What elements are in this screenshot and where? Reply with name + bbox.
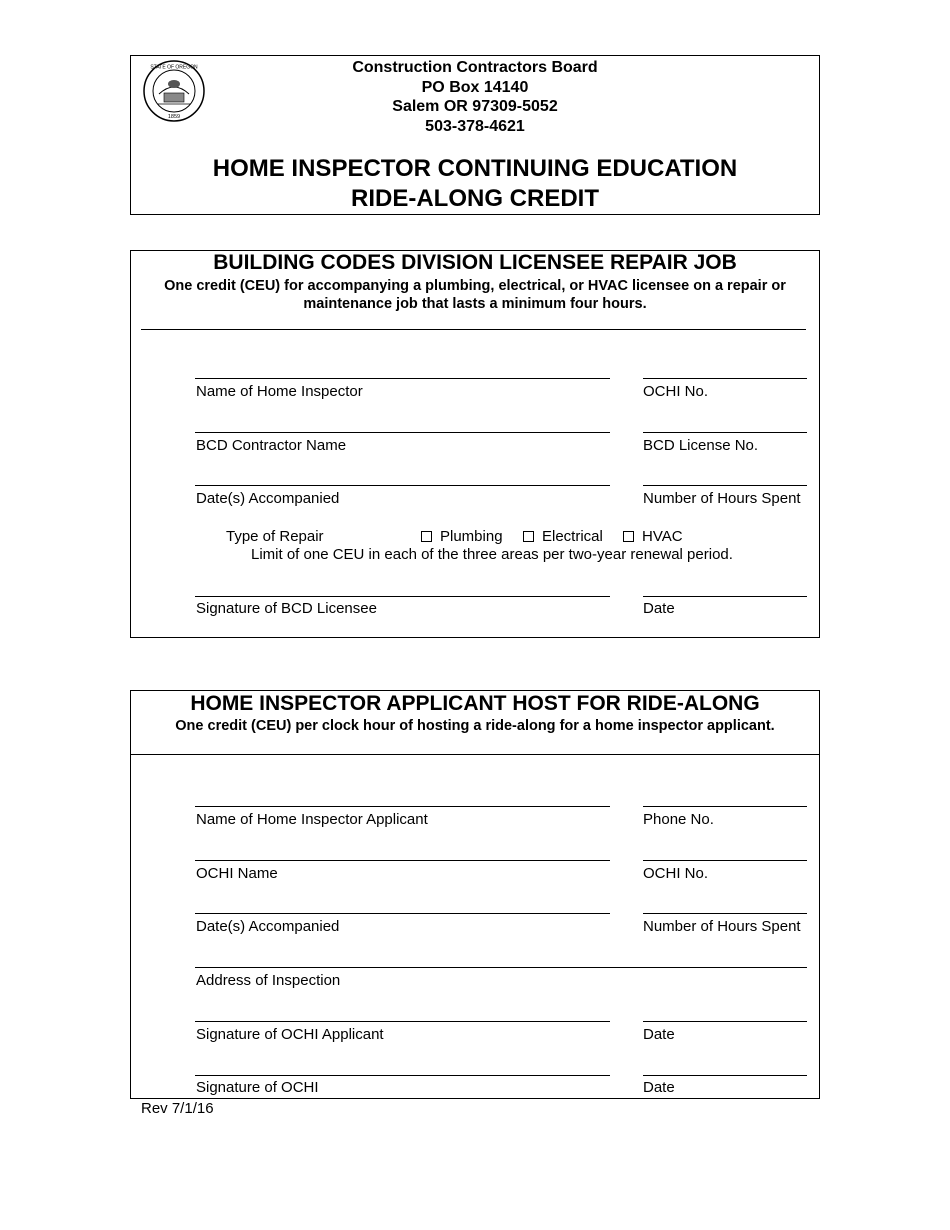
- bcd-license-no-field[interactable]: [643, 432, 807, 433]
- electrical-checkbox[interactable]: Electrical: [523, 528, 603, 545]
- org-phone: 503-378-4621: [425, 117, 525, 135]
- ochi-no-label: OCHI No.: [643, 383, 709, 400]
- signature-bcd-date-label: Date: [643, 600, 675, 617]
- dates-accompanied-field[interactable]: [195, 485, 610, 486]
- ochi-no-field-2[interactable]: [643, 860, 807, 861]
- signature-bcd-label: Signature of BCD Licensee: [196, 600, 377, 617]
- ochi-no-label-2: OCHI No.: [643, 865, 709, 882]
- signature-applicant-field[interactable]: [195, 1021, 610, 1022]
- address-of-inspection-field[interactable]: [195, 967, 807, 968]
- address-of-inspection-label: Address of Inspection: [196, 972, 341, 989]
- type-of-repair-label: Type of Repair: [226, 528, 324, 545]
- signature-applicant-label: Signature of OCHI Applicant: [196, 1026, 384, 1043]
- signature-ochi-date-field[interactable]: [643, 1075, 807, 1076]
- org-name: Construction Contractors Board: [352, 59, 598, 76]
- bcd-license-no-label: BCD License No.: [643, 437, 759, 454]
- city-address: Salem OR 97309-5052: [392, 98, 558, 115]
- hours-spent-field-2[interactable]: [643, 913, 807, 914]
- plumbing-checkbox-icon: [421, 531, 432, 542]
- header-box: [130, 55, 820, 215]
- ochi-name-label: OCHI Name: [196, 865, 278, 882]
- section2-title: HOME INSPECTOR APPLICANT HOST FOR RIDE-ALONG: [190, 692, 760, 715]
- signature-ochi-date-label: Date: [643, 1079, 675, 1096]
- signature-applicant-date-field[interactable]: [643, 1021, 807, 1022]
- phone-no-label: Phone No.: [643, 811, 714, 828]
- section2-divider: [131, 754, 819, 755]
- section1-subtitle-line2: maintenance job that lasts a minimum four hours.: [303, 296, 647, 312]
- ochi-name-field[interactable]: [195, 860, 610, 861]
- dates-accompanied-label: Date(s) Accompanied: [196, 490, 340, 507]
- section2-subtitle: One credit (CEU) per clock hour of hosting a ride-along for a home inspector applicant.: [175, 718, 775, 734]
- limit-note: Limit of one CEU in each of the three areas per two-year renewal period.: [251, 546, 733, 563]
- section1-subtitle-line1: One credit (CEU) for accompanying a plumbing, electrical, or HVAC licensee on a repair or: [164, 278, 786, 294]
- revision-date: Rev 7/1/16: [141, 1100, 214, 1117]
- hvac-checkbox[interactable]: HVAC: [623, 528, 683, 545]
- bcd-contractor-name-label: BCD Contractor Name: [196, 437, 347, 454]
- section1-divider: [141, 329, 806, 330]
- hours-spent-label: Number of Hours Spent: [643, 490, 801, 507]
- home-inspector-name-label: Name of Home Inspector: [196, 383, 363, 400]
- applicant-name-label: Name of Home Inspector Applicant: [196, 811, 428, 828]
- signature-applicant-date-label: Date: [643, 1026, 675, 1043]
- section1-title: BUILDING CODES DIVISION LICENSEE REPAIR JOB: [213, 251, 737, 274]
- page-title-line1: HOME INSPECTOR CONTINUING EDUCATION: [212, 155, 738, 182]
- dates-accompanied-field-2[interactable]: [195, 913, 610, 914]
- svg-text:STATE OF OREGON: STATE OF OREGON: [150, 64, 198, 71]
- signature-bcd-field[interactable]: [195, 596, 610, 597]
- electrical-checkbox-icon: [523, 531, 534, 542]
- signature-bcd-date-field[interactable]: [643, 596, 807, 597]
- ochi-no-field[interactable]: [643, 378, 807, 379]
- hours-spent-field[interactable]: [643, 485, 807, 486]
- phone-no-field[interactable]: [643, 806, 807, 807]
- plumbing-checkbox[interactable]: Plumbing: [421, 528, 503, 545]
- hvac-checkbox-icon: [623, 531, 634, 542]
- applicant-name-field[interactable]: [195, 806, 610, 807]
- signature-ochi-label: Signature of OCHI: [196, 1079, 319, 1096]
- svg-text:1859: 1859: [167, 114, 181, 120]
- home-inspector-name-field[interactable]: [195, 378, 610, 379]
- signature-ochi-field[interactable]: [195, 1075, 610, 1076]
- hours-spent-label-2: Number of Hours Spent: [643, 918, 801, 935]
- po-box: PO Box 14140: [421, 78, 529, 96]
- dates-accompanied-label-2: Date(s) Accompanied: [196, 918, 340, 935]
- bcd-contractor-name-field[interactable]: [195, 432, 610, 433]
- page-title-line2: RIDE-ALONG CREDIT: [351, 185, 599, 212]
